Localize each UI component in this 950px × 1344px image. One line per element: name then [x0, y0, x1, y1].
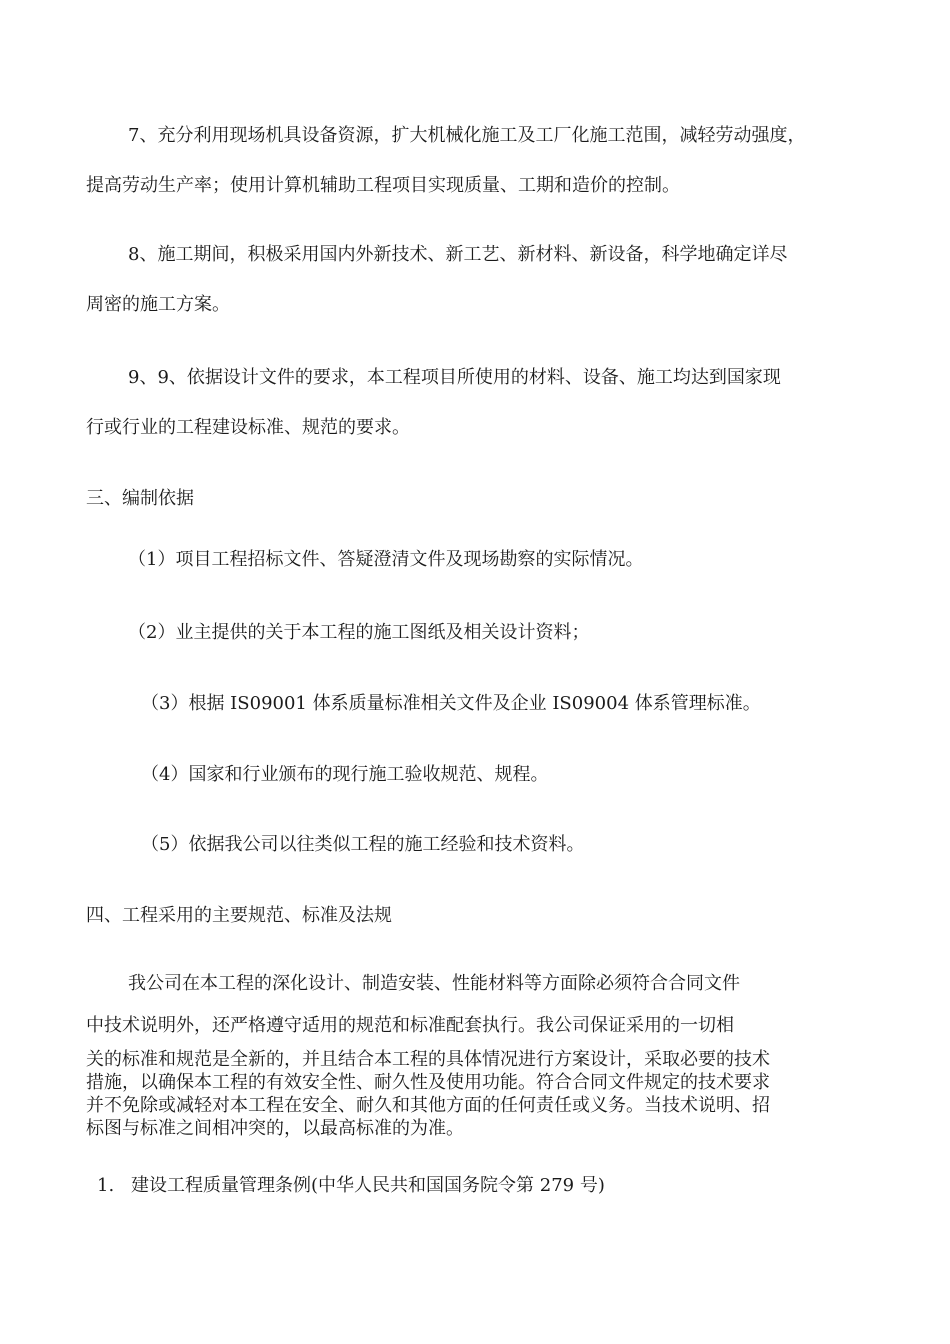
paragraph-8-line-1: 8、施工期间，积极采用国内外新技术、新工艺、新材料、新设备，科学地确定详尽 — [128, 244, 788, 265]
paragraph-7-line-1: 7、充分利用现场机具设备资源，扩大机械化施工及工厂化施工范围，减轻劳动强度， — [128, 125, 806, 146]
section-3-item-1: （1）项目工程招标文件、答疑澄清文件及现场勘察的实际情况。 — [128, 549, 644, 570]
section-4-intro-line-3: 关的标准和规范是全新的，并且结合本工程的具体情况进行方案设计，采取必要的技术 — [86, 1049, 770, 1070]
regulation-list-item-1-number: 1. — [97, 1175, 115, 1196]
section-3-item-3: （3）根据 IS09001 体系质量标准相关文件及企业 IS09004 体系管理标准。 — [141, 693, 761, 714]
section-4-heading: 四、工程采用的主要规范、标准及法规 — [86, 905, 392, 926]
paragraph-7-line-2: 提高劳动生产率；使用计算机辅助工程项目实现质量、工期和造价的控制。 — [86, 175, 680, 196]
paragraph-8-line-2: 周密的施工方案。 — [86, 294, 230, 315]
paragraph-9-line-1: 9、9、依据设计文件的要求，本工程项目所使用的材料、设备、施工均达到国家现 — [128, 367, 781, 388]
section-3-heading: 三、编制依据 — [86, 488, 194, 509]
section-4-intro-line-6: 标图与标准之间相冲突的，以最高标准的为准。 — [86, 1118, 464, 1139]
section-4-intro-line-2: 中技术说明外，还严格遵守适用的规范和标准配套执行。我公司保证采用的一切相 — [86, 1015, 734, 1036]
section-4-intro-line-5: 并不免除或减轻对本工程在安全、耐久和其他方面的任何责任或义务。当技术说明、招 — [86, 1095, 770, 1116]
section-4-intro-line-1: 我公司在本工程的深化设计、制造安装、性能材料等方面除必须符合合同文件 — [128, 973, 740, 994]
regulation-list-item-1-text: 建设工程质量管理条例(中华人民共和国国务院令第 279 号) — [131, 1175, 605, 1196]
section-3-item-2: （2）业主提供的关于本工程的施工图纸及相关设计资料； — [128, 622, 590, 643]
section-3-item-4: （4）国家和行业颁布的现行施工验收规范、规程。 — [141, 764, 549, 785]
section-3-item-5: （5）依据我公司以往类似工程的施工经验和技术资料。 — [141, 834, 585, 855]
section-4-intro-line-4: 措施，以确保本工程的有效安全性、耐久性及使用功能。符合合同文件规定的技术要求 — [86, 1072, 770, 1093]
paragraph-9-line-2: 行或行业的工程建设标准、规范的要求。 — [86, 417, 410, 438]
